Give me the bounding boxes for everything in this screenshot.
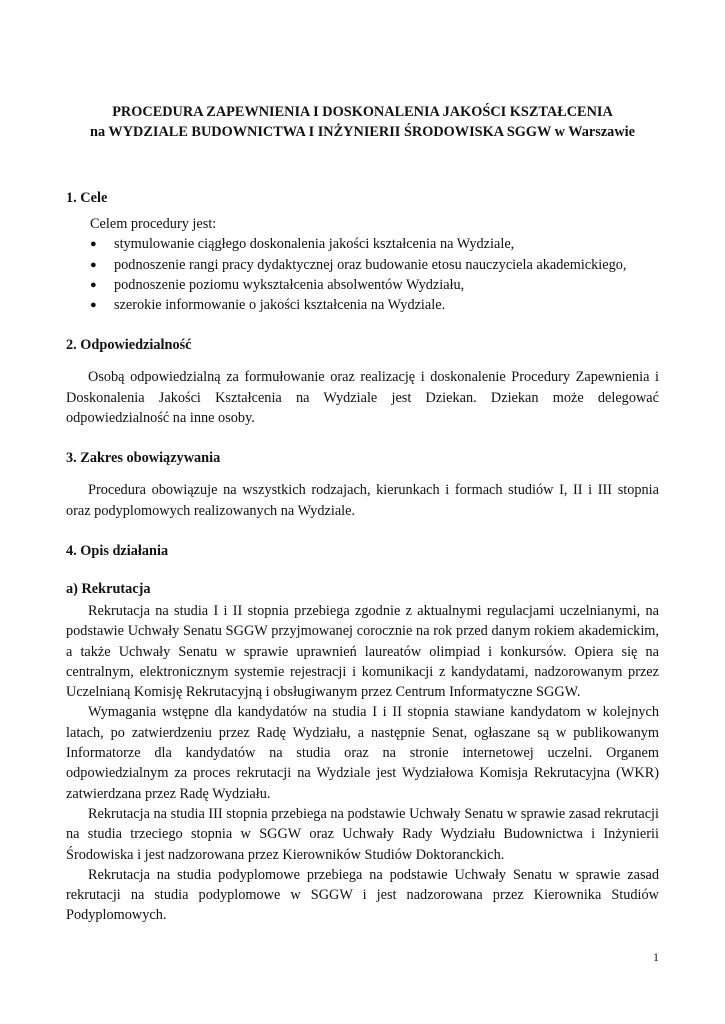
section-paragraph: Wymagania wstępne dla kandydatów na studia I i II stopnia stawiane kandydatom w kolejnych latach, po zatwierdzeniu przez Radę Wydziału, a następnie Senat, ogłaszane są w publikowanym Informatorze dla kandydatów na studia oraz na stronie internetowej uczelni. Organem odpowiedzialnym za proces rekrutacji na Wydziale jest Wydziałowa Komisja Rekrutacyjna (WKR) zatwierdzana przez Radę Wydziału.	[66, 704, 659, 802]
list-item: ● szerokie informowanie o jakości kształcenia na Wydziale.	[90, 295, 659, 315]
title-line-2: na WYDZIALE BUDOWNICTWA I INŻYNIERII ŚRODOWISKA SGGW w Warszawie	[90, 124, 635, 140]
section-heading: 2. Odpowiedzialność	[66, 337, 192, 354]
list-item: ● podnoszenie poziomu wykształcenia absolwentów Wydziału,	[90, 275, 659, 295]
section-operation	[66, 541, 659, 926]
section-goals	[66, 188, 659, 315]
bullet-icon: ●	[90, 238, 97, 251]
section-paragraph: Rekrutacja na studia I i II stopnia przebiega zgodnie z aktualnymi regulacjami uczelnianymi, na podstawie Uchwały Senatu SGGW przyjmowanej corocznie na rok przed danym rokiem akademickim, a także Uchwały Senatu w sprawie uprawnień laureatów olimpiad i konkursów. Opiera się na centralnym, elektronicznym systemie rejestracji i komunikacji z kandydatami, nadzorowanym przez Uczelnianą Komisję Rekrutacyjną i obsługiwanym przez Centrum Informatyczne SGGW.	[66, 602, 659, 701]
section-paragraph: Rekrutacja na studia III stopnia przebiega na podstawie Uchwały Senatu w sprawie zasad rekrutacji na studia trzeciego stopnia w SGGW oraz Uchwały Rady Wydziału Budownictwa i Inżynierii Środowiska i jest nadzorowana przez Kierowników Studiów Doktoranckich.	[66, 805, 659, 863]
section-heading: 3. Zakres obowiązywania	[66, 450, 221, 467]
section-scope	[66, 448, 659, 521]
list-item: ● stymulowanie ciągłego doskonalenia jakości kształcenia na Wydziale,	[90, 234, 659, 254]
goals-list	[66, 234, 659, 315]
section-paragraph: Procedura obowiązuje na wszystkich rodzajach, kierunkach i formach studiów I, II i III stopnia oraz podyplomowych realizowanych na Wydziale.	[66, 482, 659, 519]
section-heading: 4. Opis działania	[66, 542, 169, 559]
section-intro: Celem procedury jest:	[90, 216, 217, 232]
document-body	[66, 188, 659, 926]
subsection-heading: a) Rekrutacja	[66, 580, 151, 597]
page-number: 1	[653, 950, 659, 964]
bullet-icon: ●	[90, 258, 97, 271]
bullet-icon: ●	[90, 299, 97, 312]
subsection-recruitment	[66, 579, 659, 926]
title-line-1: PROCEDURA ZAPEWNIENIA I DOSKONALENIA JAKOŚCI KSZTAŁCENIA	[112, 104, 613, 120]
section-paragraph: Osobą odpowiedzialną za formułowanie oraz realizację i doskonalenie Procedury Zapewnienia i Doskonalenia Jakości Kształcenia na Wydziale jest Dziekan. Dziekan może delegować odpowiedzialność na inne osoby.	[66, 369, 659, 427]
list-item: ● podnoszenie rangi pracy dydaktycznej oraz budowanie etosu nauczyciela akademickiego,	[90, 255, 659, 275]
bullet-icon: ●	[90, 278, 97, 291]
section-responsibility	[66, 335, 659, 428]
section-paragraph: Rekrutacja na studia podyplomowe przebiega na podstawie Uchwały Senatu w sprawie zasad rekrutacji na studia podyplomowe w SGGW i jest nadzorowana przez Kierownika Studiów Podyplomowych.	[66, 866, 659, 924]
document-title	[40, 102, 685, 142]
section-heading: 1. Cele	[66, 190, 108, 206]
